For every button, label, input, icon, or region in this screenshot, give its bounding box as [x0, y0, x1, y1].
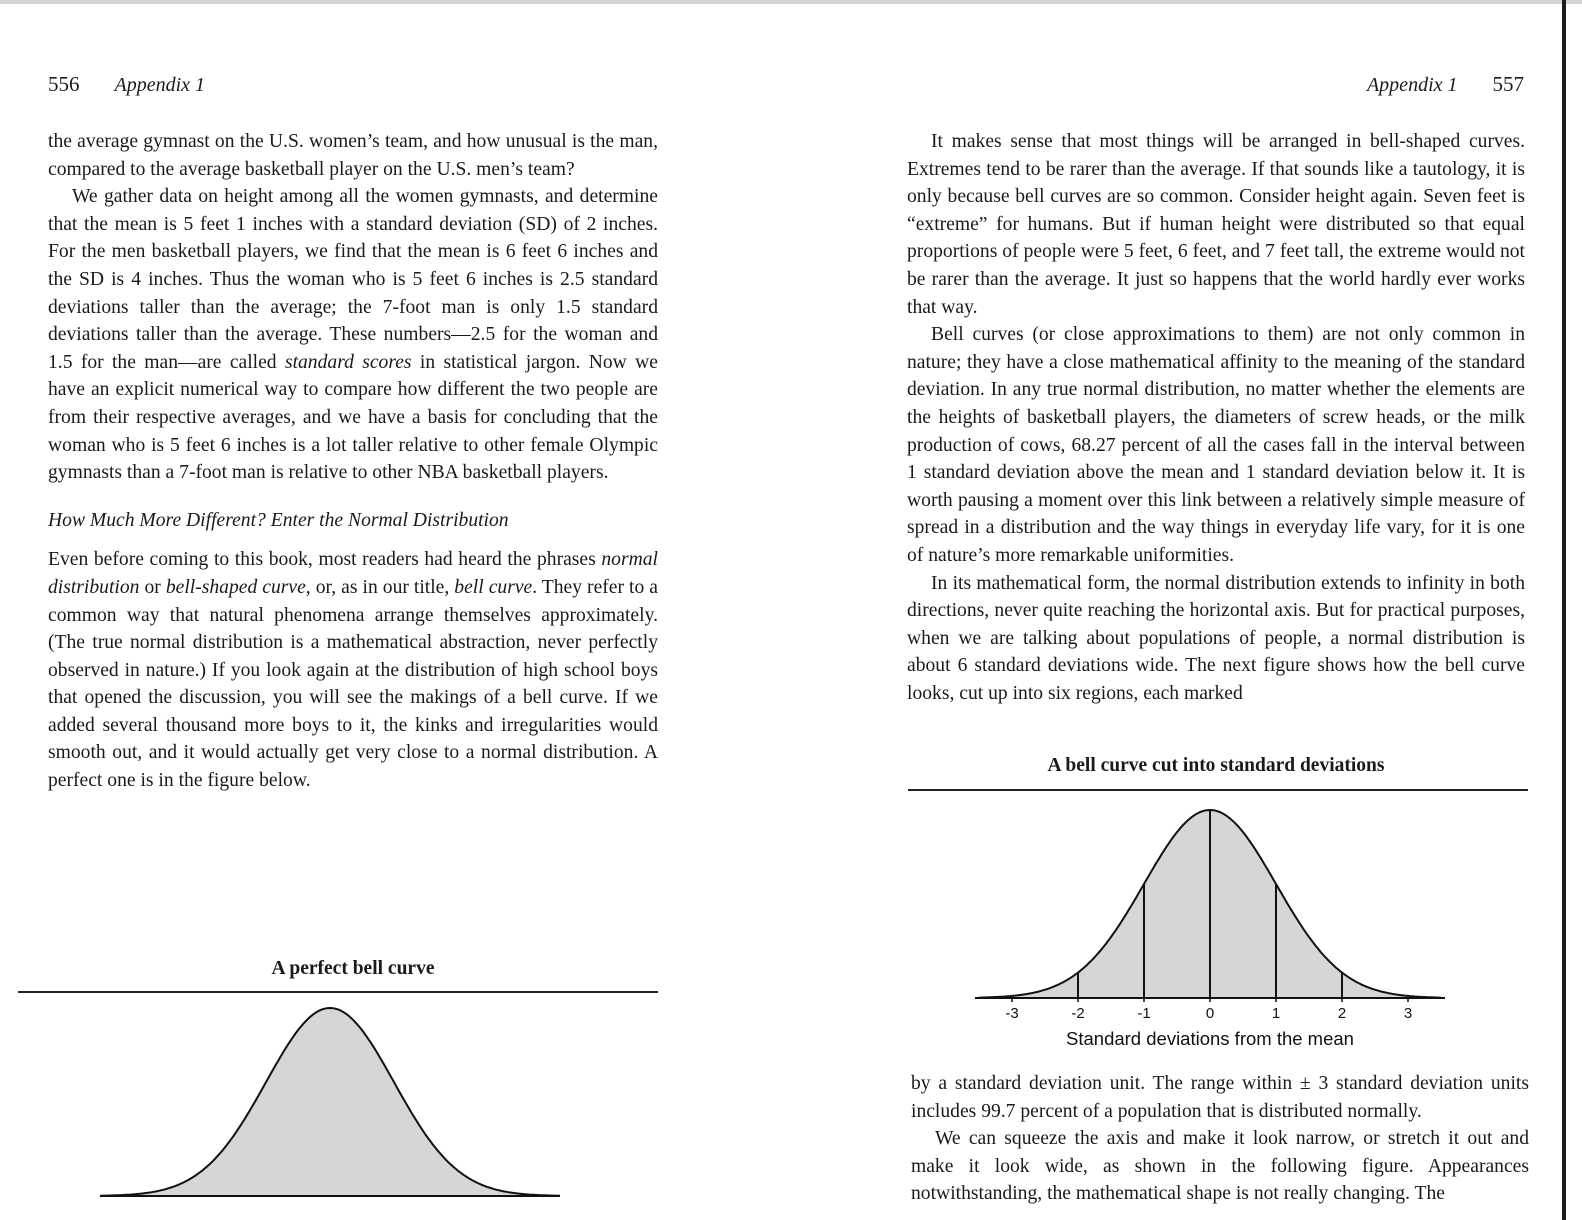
paragraph-text: or	[139, 576, 166, 598]
paragraph: In its mathematical form, the normal distribution extends to infinity in both directions, never quite reaching the horizontal axis. But for practical purposes, when we are talking about populations of people, a normal distribution is about 6 standard deviations wide. The next figure shows how the bell curve looks, cut up into six regions, each marked	[907, 572, 1525, 704]
paragraph	[48, 183, 658, 487]
paragraph: Bell curves (or close approximations to them) are not only common in nature; they have a close mathematical affinity to the meaning of the standard deviation. In any true normal distribution, no matter whether the elements are the heights of basketball players, the diameters of screw heads, or the milk production of cows, 68.27 percent of all the cases fall in the interval between 1 standard deviation above the mean and 1 standard deviation below it. It is worth pausing a moment over this link between a relatively simple measure of spread in a distribution and the way things in everyday life vary, for it is one of nature’s more remarkable uniformities.	[907, 324, 1525, 566]
paragraph-text: Even before coming to this book, most readers had heard the phrases	[48, 549, 602, 571]
paragraph: It makes sense that most things will be arranged in bell-shaped curves. Extremes tend to be rarer than the average. If that sounds like a tautology, it is only because bell curves are so common. Consider height again. Seven feet is “extreme” for humans. But if human height were distributed so that equal proportions of people were 5 feet, 6 feet, and 7 feet tall, the extreme would not be rarer than the average. It just so happens that the world hardly ever works that way.	[907, 131, 1525, 318]
paragraph	[48, 546, 658, 794]
paragraph: by a standard deviation unit. The range within ± 3 standard deviation units includes 99.7 percent of a population that is distributed normally.	[911, 1073, 1529, 1122]
italic-term: normal distribution	[48, 549, 658, 598]
x-tick-label: -2	[1071, 1005, 1085, 1022]
left-page-header	[48, 72, 205, 97]
perfect-bell-curve-chart	[100, 1000, 560, 1204]
figure-title: A perfect bell curve	[271, 958, 435, 979]
section-subheading: How Much More Different? Enter the Normal Distribution	[48, 509, 509, 531]
italic-term: bell curve	[454, 576, 533, 598]
scan-right-edge	[1562, 0, 1566, 1220]
curve-area	[100, 1008, 560, 1196]
figure-rule	[908, 789, 1528, 791]
italic-term: standard scores	[284, 351, 412, 373]
x-axis-label: Standard deviations from the mean	[1066, 1028, 1354, 1049]
x-tick-label: 1	[1271, 1005, 1281, 1022]
paragraph-text: , or, as in our title,	[305, 576, 455, 598]
sd-bell-curve-chart	[970, 800, 1450, 1055]
right-body-text-top	[907, 128, 1525, 707]
left-page-number: 556	[48, 72, 80, 96]
left-body-text	[48, 128, 658, 795]
paragraph-text: in statistical jargon. Now we have an explicit numerical way to compare how different the two people are from their respective averages, and we have a basis for concluding that the woman who is 5 feet 6 inches is a lot taller relative to other female Olympic gymnasts than a 7-foot man is relative to other NBA basketball players.	[48, 351, 658, 484]
right-running-head: Appendix 1	[1366, 74, 1458, 96]
left-running-head: Appendix 1	[114, 74, 206, 96]
right-page-number: 557	[1492, 72, 1524, 96]
paragraph	[48, 128, 658, 183]
right-body-text-bottom	[911, 1070, 1529, 1208]
x-tick-label: 3	[1403, 1005, 1413, 1022]
left-page	[0, 0, 700, 1220]
paragraph-text: We gather data on height among all the women gymnasts, and determine that the mean is 5 feet 1 inches with a standard deviation (SD) of 2 inches. For the men basketball players, we find that the mean is 6 feet 6 inches and the SD is 4 inches. Thus the woman who is 5 feet 6 inches is 2.5 standard deviations taller than the average; the 7-foot man is only 1.5 standard deviations taller than the average. These numbers—2.5 for the woman and 1.5 for the man—are called	[48, 186, 658, 373]
paragraph-text: . They refer to a common way that natural phenomena arrange themselves approximately. (The true normal distribution is a mathematical abstraction, never perfectly observed in nature.) If you look again at the distribution of high school boys that opened the discussion, you will see the makings of a bell curve. If we added several thousand more boys to it, the kinks and irregularities would smooth out, and it would actually get very close to a normal distribution. A perfect one is in the figure below.	[48, 576, 659, 792]
paragraph-text: the average gymnast on the U.S. women’s team, and how unusual is the man, compared to the average basketball player on the U.S. men’s team?	[48, 131, 658, 180]
x-tick-label: 0	[1205, 1005, 1215, 1022]
right-page	[880, 0, 1562, 1220]
italic-term: bell-shaped curve	[165, 576, 306, 598]
paragraph: We can squeeze the axis and make it look narrow, or stretch it out and make it look wide, as shown in the following figure. Appearances notwithstanding, the mathematical shape is not really changing. The	[911, 1128, 1529, 1205]
right-page-header	[1367, 72, 1524, 97]
figure-rule	[18, 991, 658, 993]
x-tick-label: -3	[1005, 1005, 1019, 1022]
x-tick-label: -1	[1137, 1005, 1151, 1022]
figure-title: A bell curve cut into standard deviations	[1047, 755, 1385, 776]
x-tick-label: 2	[1337, 1005, 1347, 1022]
